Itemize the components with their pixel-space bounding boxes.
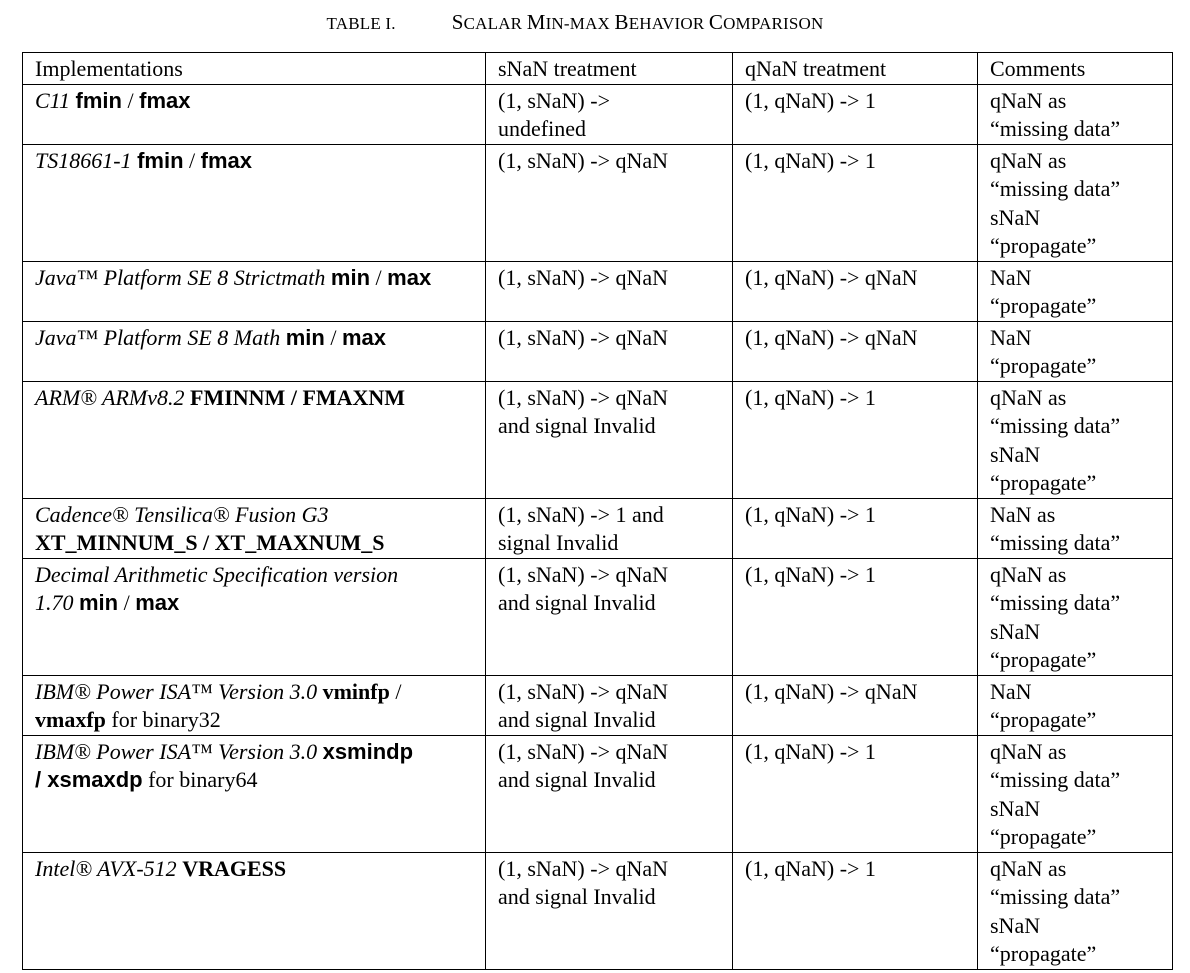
cell-line: and signal Invalid [498,884,656,909]
column-header: qNaN treatment [733,53,978,85]
cell-line: (1, qNaN) -> qNaN [745,678,918,704]
cell-line: sNaN [990,912,1041,938]
cell-line: and signal Invalid [498,767,656,792]
cell-line: (1, qNaN) -> 1 [745,738,876,764]
snan-treatment-cell [486,261,733,321]
snan-treatment-cell [486,675,733,735]
comments-cell [978,675,1173,735]
cell-line: “missing data” [990,530,1121,555]
cell-line: “propagate” [990,941,1097,966]
comments-cell [978,84,1173,144]
cell-line: (1, qNaN) -> 1 [745,87,876,113]
table-row [23,321,1173,381]
table-row [23,852,1173,969]
comments-cell [978,558,1173,675]
cell-line: NaN [990,324,1032,350]
cell-line: (1, qNaN) -> qNaN [745,324,918,350]
qnan-treatment-cell [733,144,978,261]
cell-line: (1, sNaN) -> qNaN [498,147,669,173]
snan-treatment-cell [486,381,733,498]
cell-line: “propagate” [990,824,1097,849]
table-row [23,261,1173,321]
cell-line: (1, qNaN) -> 1 [745,501,876,527]
snan-treatment-cell [486,558,733,675]
comments-cell [978,498,1173,558]
cell-line: (1, sNaN) -> qNaN [498,561,669,587]
cell-line: sNaN [990,204,1041,230]
cell-line: “missing data” [990,884,1121,909]
cell-line: (1, sNaN) -> qNaN [498,264,669,290]
cell-line: NaN as [990,501,1056,527]
comments-cell [978,852,1173,969]
cell-line: (1, sNaN) -> qNaN [498,384,669,410]
snan-treatment-cell [486,321,733,381]
cell-line: (1, qNaN) -> qNaN [745,264,918,290]
cell-line: (1, sNaN) -> qNaN [498,324,669,350]
cell-line: “missing data” [990,176,1121,201]
comments-cell [978,381,1173,498]
qnan-treatment-cell [733,321,978,381]
snan-treatment-cell [486,84,733,144]
qnan-treatment-cell [733,558,978,675]
cell-line: qNaN as [990,738,1067,764]
implementation-cell: C11 fmin / fmax [23,84,486,144]
cell-line: and signal Invalid [498,707,656,732]
cell-line: NaN [990,264,1032,290]
comments-cell [978,144,1173,261]
qnan-treatment-cell [733,498,978,558]
qnan-treatment-cell [733,84,978,144]
comments-cell [978,321,1173,381]
cell-line: undefined [498,116,586,141]
table-row [23,675,1173,735]
implementation-cell: Java™ Platform SE 8 Math min / max [23,321,486,381]
table-row [23,144,1173,261]
cell-line: “propagate” [990,647,1097,672]
comparison-table [22,52,1173,970]
cell-line: “propagate” [990,233,1097,258]
cell-line: NaN [990,678,1032,704]
cell-line: (1, sNaN) -> 1 and [498,501,664,527]
implementation-cell: TS18661-1 fmin / fmax [23,144,486,261]
qnan-treatment-cell [733,381,978,498]
cell-line: (1, qNaN) -> 1 [745,855,876,881]
comments-cell [978,261,1173,321]
implementation-cell: Java™ Platform SE 8 Strictmath min / max [23,261,486,321]
implementation-cell: IBM® Power ISA™ Version 3.0 xsmindp / xsmaxdp for binary64 [23,735,486,852]
table-caption [0,10,1150,35]
cell-line: “propagate” [990,470,1097,495]
implementation-cell: Cadence® Tensilica® Fusion G3 XT_MINNUM_S / XT_MAXNUM_S [23,498,486,558]
cell-line: (1, qNaN) -> 1 [745,561,876,587]
cell-line: and signal Invalid [498,590,656,615]
cell-line: “propagate” [990,353,1097,378]
cell-line: “missing data” [990,116,1121,141]
qnan-treatment-cell [733,675,978,735]
implementation-cell: Decimal Arithmetic Specification version 1.70 min / max [23,558,486,675]
table-row [23,558,1173,675]
header-row [23,53,1173,85]
table-row [23,381,1173,498]
qnan-treatment-cell [733,852,978,969]
cell-line: sNaN [990,441,1041,467]
cell-line: (1, sNaN) -> qNaN [498,738,669,764]
cell-line: sNaN [990,618,1041,644]
snan-treatment-cell [486,852,733,969]
qnan-treatment-cell [733,261,978,321]
qnan-treatment-cell [733,735,978,852]
implementation-cell: IBM® Power ISA™ Version 3.0 vminfp / vmaxfp for binary32 [23,675,486,735]
cell-line: qNaN as [990,855,1067,881]
cell-line: qNaN as [990,147,1067,173]
table-row [23,735,1173,852]
cell-line: “propagate” [990,707,1097,732]
cell-line: “propagate” [990,293,1097,318]
implementation-cell: Intel® AVX-512 VRAGESS [23,852,486,969]
cell-line: signal Invalid [498,530,619,555]
cell-line: (1, sNaN) -> qNaN [498,678,669,704]
snan-treatment-cell [486,498,733,558]
cell-line: and signal Invalid [498,413,656,438]
cell-line: (1, qNaN) -> 1 [745,384,876,410]
snan-treatment-cell [486,735,733,852]
column-header: sNaN treatment [486,53,733,85]
table-title: SCALAR MIN-MAX BEHAVIOR COMPARISON [451,10,824,34]
cell-line: “missing data” [990,767,1121,792]
snan-treatment-cell [486,144,733,261]
cell-line: “missing data” [990,590,1121,615]
cell-line: sNaN [990,795,1041,821]
cell-line: qNaN as [990,384,1067,410]
cell-line: (1, sNaN) -> [498,87,610,113]
cell-line: qNaN as [990,561,1067,587]
table-row [23,84,1173,144]
column-header: Comments [978,53,1173,85]
cell-line: “missing data” [990,413,1121,438]
column-header: Implementations [23,53,486,85]
table-row [23,498,1173,558]
cell-line: (1, sNaN) -> qNaN [498,855,669,881]
cell-line: (1, qNaN) -> 1 [745,147,876,173]
cell-line: qNaN as [990,87,1067,113]
table-number: TABLE I. [326,14,396,33]
implementation-cell: ARM® ARMv8.2 FMINNM / FMAXNM [23,381,486,498]
comments-cell [978,735,1173,852]
